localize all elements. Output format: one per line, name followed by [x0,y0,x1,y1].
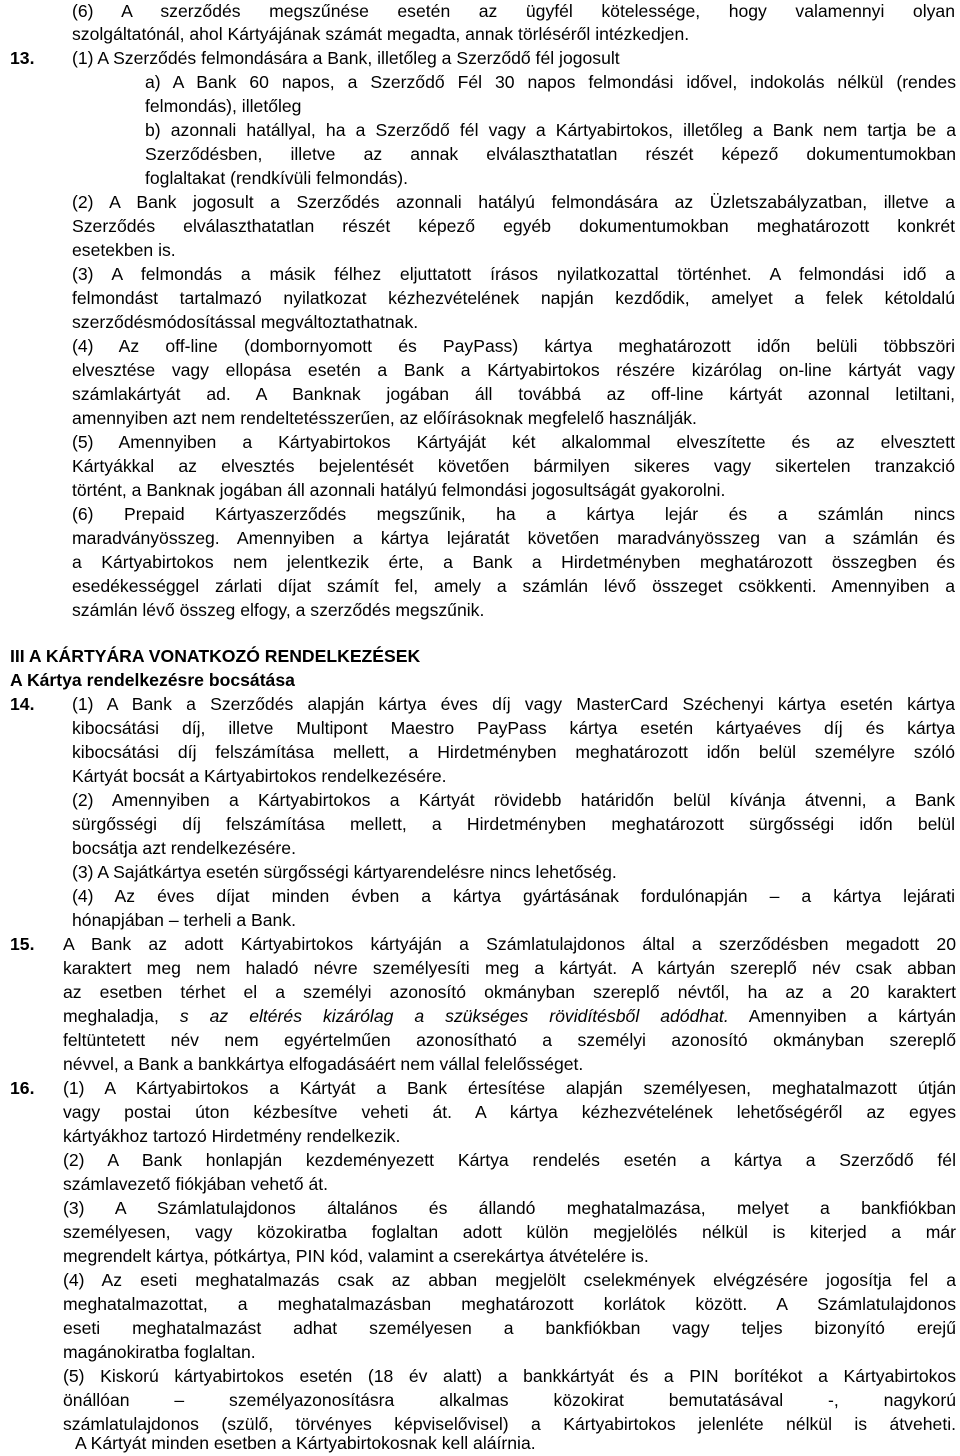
text-line: meghatalmazottat, a meghatalmazásban meghatározott korlátok között. A Számlatulajdonos [63,1294,956,1314]
text-line: a Kártyabirtokos nem jelentkezik érte, a Bank a Hirdetményben meghatározott összegben és [72,552,955,572]
text-line: sürgősségi díj felszámítása mellett, a Hirdetményben meghatározott sürgősségi időn belül [72,814,955,834]
text-line: bocsátja azt rendelkezésére. [72,838,296,858]
text-line: történt, a Banknak jogában áll azonnali hatályú felmondási jogosultságát gyakorolni. [72,480,726,500]
text-line: számlatulajdonos (szülő, törvényes képviselővisel) a Kártyabirtokos jelenléte nélkül is átveheti. [63,1414,956,1434]
chapter-subheading: A Kártya rendelkezésre bocsátása [10,670,295,690]
text-line: Kártyákkal az elvesztés bejelentését követően bármilyen sikeres vagy sikertelen tranzakció [72,456,955,476]
text-line: hónapjában – terheli a Bank. [72,910,297,930]
text-line: (5) Kiskorú kártyabirtokos esetén (18 év alatt) a bankkártyát és a PIN borítékot a Kártyabirtokos [63,1366,956,1386]
text-line: (3) A Sajátkártya esetén sürgősségi kártyarendelésre nincs lehetőség. [72,862,617,882]
text-line: A Kártyát minden esetben a Kártyabirtokosnak kell aláírnia. [75,1433,536,1453]
text-line-mixed [63,1005,956,1029]
text-line: számlavezető fiókjában vehető át. [63,1174,329,1194]
text-line: (1) A Szerződés felmondására a Bank, illetőleg a Szerződő fél jogosult [72,48,620,68]
text-line: felmondást tartalmazó nyilatkozat kézhezvételének napján kezdődik, amelyet a felek kétoldalú [72,288,955,308]
text-line: (1) A Kártyabirtokos a Kártyát a Bank értesítése alapján személyesen, meghatalmazott útján [63,1078,956,1098]
text-line: A Bank az adott Kártyabirtokos kártyáján a Számlatulajdonos által a szerződésben megadott 20 [63,934,956,954]
text-line: (6) A szerződés megszűnése esetén az ügyfél kötelessége, hogy valamennyi olyan [72,1,955,21]
text-line: amennyiben azt nem rendeltetésszerűen, az előírásoknak megfelelő használják. [72,408,697,428]
text-line: Szerződés elválaszthatatlan részét képező egyéb dokumentumokban meghatározott konkrét [72,216,955,236]
text-line: Kártyát bocsát a Kártyabirtokos rendelkezésére. [72,766,447,786]
text-line: elvesztése vagy ellopása esetén a Bank a Kártyabirtokos részére kizárólag on-line kártyát vagy [72,360,955,380]
text-line: karaktert meg nem haladó névre személyesíti meg a kártyát. A kártyán szereplő név csak abban [63,958,956,978]
text-line: b) azonnali hatállyal, ha a Szerződő fél vagy a Kártyabirtokos, illetőleg a Bank nem tartja be a [145,120,956,140]
text-line: szolgáltatónál, ahol Kártyájának számát megadta, annak törléséről intézkedjen. [72,24,690,44]
text-line: (2) Amennyiben a Kártyabirtokos a Kártyát rövidebb határidőn belül kívánja átvenni, a Bank [72,790,955,810]
text-line: megrendelt kártya, pótkártya, PIN kód, valamint a cserekártya átvételére is. [63,1246,649,1266]
text-line: önállóan – személyazonosításra alkalmas közokirat bemutatásával -, nagykorú [63,1390,956,1410]
text-line: szerződésmódosítással megváltoztathatnak. [72,312,419,332]
text-line: (4) Az off-line (dombornyomott és PayPass) kártya meghatározott időn belüli többszöri [72,336,955,356]
text-span: meghaladja, [63,1006,180,1026]
text-line: számlán lévő összeg elfogy, a szerződés megszűnik. [72,600,485,620]
text-line: (3) A Számlatulajdonos általános és állandó meghatalmazása, melyet a bankfiókban [63,1198,956,1218]
text-line: magánokiratba foglaltan. [63,1342,256,1362]
section-number: 15. [10,934,35,954]
text-line: (3) A felmondás a másik félhez eljuttatott írásos nyilatkozattal történhet. A felmondási idő a [72,264,955,284]
text-line: a) A Bank 60 napos, a Szerződő Fél 30 napos felmondási idővel, indokolás nélkül (rendes [145,72,956,92]
text-line: személyesen, vagy közokiratba foglaltan adott külön megjelölés nélkül is kiterjed a már [63,1222,956,1242]
text-line: kártyákhoz tartozó Hirdetmény rendelkezik. [63,1126,401,1146]
text-line: (2) A Bank jogosult a Szerződés azonnali hatályú felmondására az Üzletszabályzatban, illetve a [72,192,955,212]
section-number: 14. [10,694,35,714]
text-line: maradványösszeg. Amennyiben a kártya lejáratát követően maradványösszeg van a számlán és [72,528,955,548]
section-number: 13. [10,48,35,68]
text-line: kibocsátási díj felszámítása mellett, a Hirdetményben meghatározott időn belül személyre szóló [72,742,955,762]
chapter-heading: III A KÁRTYÁRA VONATKOZÓ RENDELKEZÉSEK [10,646,421,666]
text-line: Szerződésben, illetve az annak elválaszthatatlan részét képező dokumentumokban [145,144,956,164]
text-line: (1) A Bank a Szerződés alapján kártya éves díj vagy MasterCard Széchenyi kártya esetén kártya [72,694,955,714]
text-line: esedékességgel zárlati díjat számít fel, amely a számlán lévő összeget csökkenti. Amennyiben a [72,576,955,596]
text-line: feltüntetett név nem egyértelműen azonosítható a személyi azonosító okmányban szereplő [63,1030,956,1050]
text-span: Amennyiben a kártyán [728,1006,956,1026]
text-line: (4) Az éves díjat minden évben a kártya gyártásának fordulónapján – a kártya lejárati [72,886,955,906]
italic-span: s az eltérés kizárólag a szükséges rövidítésből adódhat. [179,1006,729,1026]
text-line: esetekben is. [72,240,176,260]
text-line: (5) Amennyiben a Kártyabirtokos Kártyáját két alkalommal elveszítette és az elvesztett [72,432,955,452]
text-line: számlakártyát ad. A Banknak jogában áll továbbá az off-line kártyát azonnal letiltani, [72,384,955,404]
section-number: 16. [10,1078,35,1098]
text-line: (4) Az eseti meghatalmazás csak az abban megjelölt cselekmények elvégzésére jogosítja fel a [63,1270,956,1290]
text-line: kibocsátási díj, illetve Multipont Maestro PayPass kártya esetén kártyaéves díj és kártya [72,718,955,738]
text-line: (2) A Bank honlapján kezdeményezett Kártya rendelés esetén a kártya a Szerződő fél [63,1150,956,1170]
text-line: névvel, a Bank a bankkártya elfogadásáért nem vállal felelősséget. [63,1054,584,1074]
text-line: foglaltakat (rendkívüli felmondás). [145,168,409,188]
text-line: vagy postai úton kézbesítve veheti át. A kártya kézhezvételének lehetőségéről az egyes [63,1102,956,1122]
text-line: eseti meghatalmazást adhat személyesen a bankfiókban vagy teljes bizonyító erejű [63,1318,956,1338]
text-line: (6) Prepaid Kártyaszerződés megszűnik, ha a kártya lejár és a számlán nincs [72,504,955,524]
text-line: az esetben térhet el a személyi azonosító okmányban szereplő névtől, ha az a 20 karaktert [63,982,956,1002]
text-line: felmondás), illetőleg [145,96,302,116]
